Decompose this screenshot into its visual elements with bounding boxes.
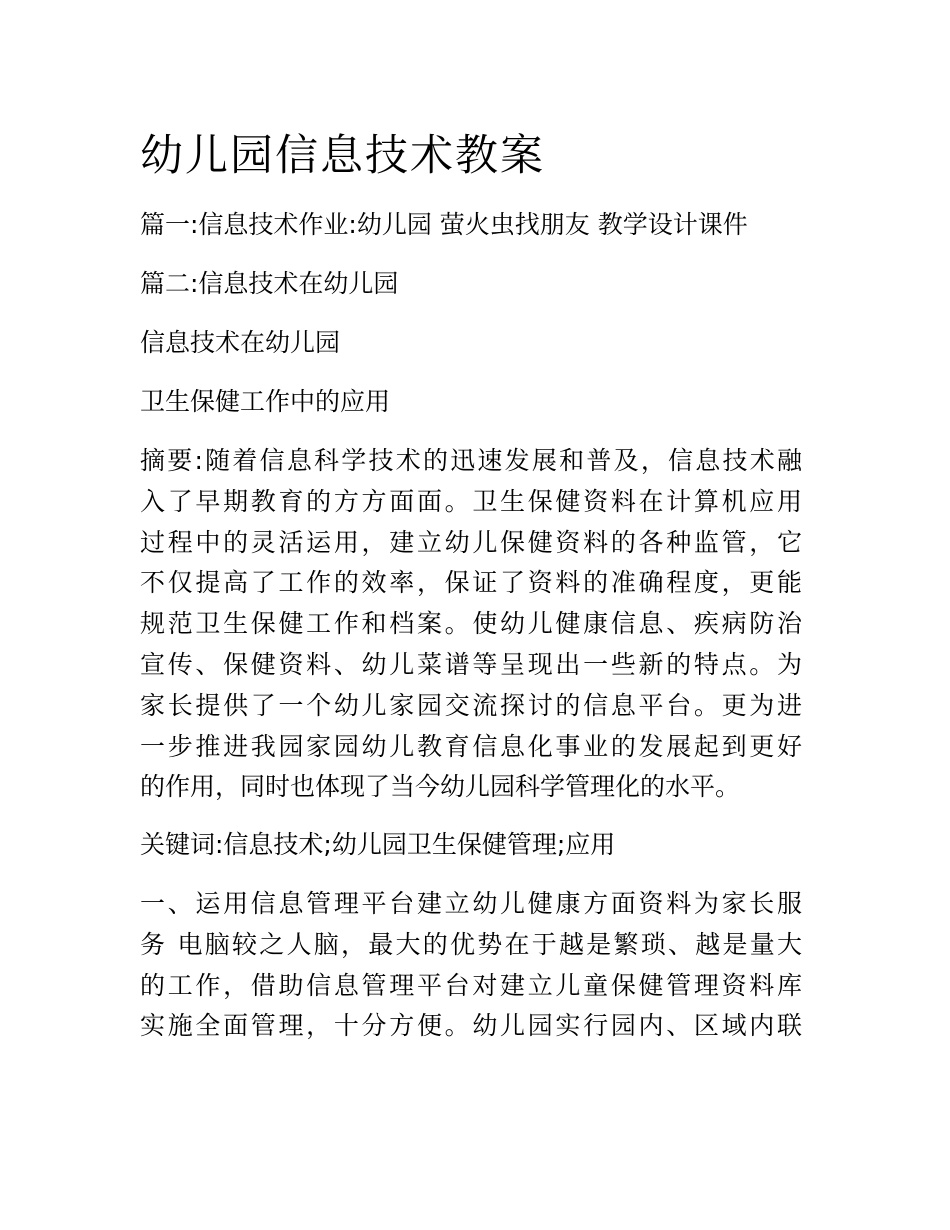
abstract-line: 不仅提高了工作的效率，保证了资料的准确程度，更能 (140, 568, 802, 598)
article-subtitle-line-2: 卫生保健工作中的应用 (140, 387, 391, 416)
abstract-line: 规范卫生保健工作和档案。使幼儿健康信息、疾病防治 (140, 609, 802, 639)
article-subtitle-line-1: 信息技术在幼儿园 (140, 328, 341, 357)
abstract-line: 的作用，同时也体现了当今幼儿园科学管理化的水平。 (140, 772, 741, 802)
abstract-line: 摘要:随着信息科学技术的迅速发展和普及，信息技术融 (140, 446, 802, 475)
section-one-line: 的工作，借助信息管理平台对建立儿童保健管理资料库 (140, 970, 802, 1000)
heading-part-one: 篇一:信息技术作业:幼儿园 萤火虫找朋友 教学设计课件 (140, 210, 748, 239)
document-title: 幼儿园信息技术教案 (140, 131, 545, 181)
abstract-line: 宣传、保健资料、幼儿菜谱等呈现出一些新的特点。为 (140, 649, 802, 679)
abstract-line: 入了早期教育的方方面面。卫生保健资料在计算机应用 (140, 486, 802, 516)
heading-part-two: 篇二:信息技术在幼儿园 (140, 269, 399, 298)
section-one-line: 一、运用信息管理平台建立幼儿健康方面资料为家长服 (140, 889, 802, 918)
abstract-line: 家长提供了一个幼儿家园交流探讨的信息平台。更为进 (140, 690, 802, 720)
section-one-line: 务 电脑较之人脑，最大的优势在于越是繁琐、越是量大 (140, 929, 802, 959)
section-one-line: 实施全面管理，十分方便。幼儿园实行园内、区域内联 (140, 1011, 802, 1041)
abstract-paragraph (140, 441, 802, 808)
section-one-paragraph (140, 884, 802, 1047)
abstract-line: 过程中的灵活运用，建立幼儿保健资料的各种监管，它 (140, 527, 802, 557)
keywords-line: 关键词:信息技术;幼儿园卫生保健管理;应用 (140, 830, 616, 859)
abstract-line: 一步推进我园家园幼儿教育信息化事业的发展起到更好 (140, 731, 802, 761)
